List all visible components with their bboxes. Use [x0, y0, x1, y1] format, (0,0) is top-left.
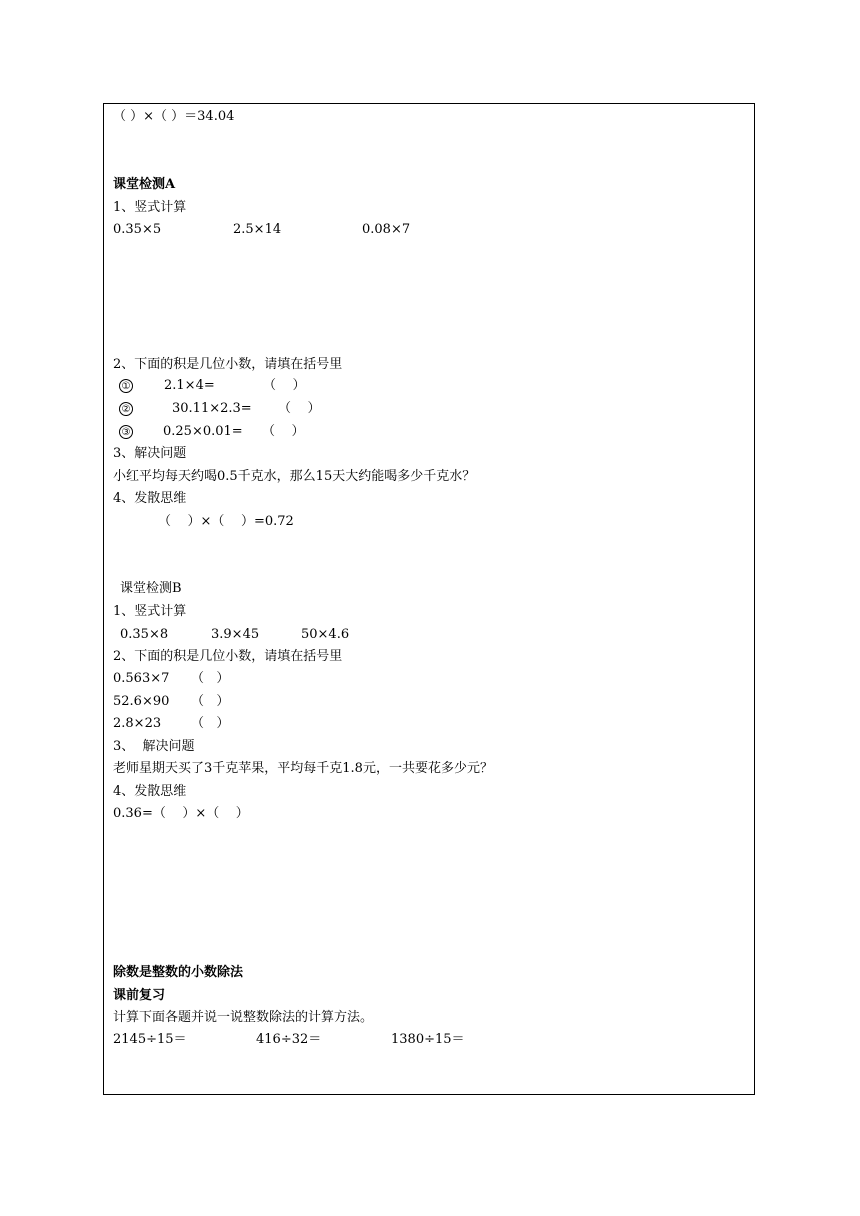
section-c-item: 416÷32＝: [256, 1032, 322, 1047]
section-b-q4-label: 4、发散思维: [113, 784, 187, 799]
section-a-q4-text: （ ）×（ ）=0.72: [158, 514, 294, 529]
section-a-q2-blank: （ ）: [278, 401, 321, 416]
circled-number-2: ②: [119, 402, 133, 416]
section-b-q1-label: 1、竖式计算: [113, 604, 187, 619]
section-b-q2-blank: （ ）: [191, 694, 230, 709]
section-b-q2-expr: 2.8×23: [113, 716, 162, 731]
section-b-q1-item: 3.9×45: [211, 627, 260, 642]
content-frame: [103, 103, 755, 1095]
circled-number-1: ①: [119, 379, 133, 393]
section-b-q2-blank: （ ）: [191, 671, 230, 686]
section-a-q1-label: 1、竖式计算: [113, 200, 187, 215]
top-equation: （ ）×（ ）＝34.04: [113, 109, 235, 124]
section-b-q2-expr: 52.6×90: [113, 694, 170, 709]
section-a-q3-text: 小红平均每天约喝0.5千克水，那么15天大约能喝多少千克水？: [113, 469, 476, 484]
section-b-q3-text: 老师星期天买了3千克苹果，平均每千克1.8元，一共要花多少元？: [113, 761, 493, 776]
section-a-q4-label: 4、发散思维: [113, 491, 187, 506]
section-b-title: 课堂检测B: [120, 581, 182, 596]
circled-number-3: ③: [119, 425, 133, 439]
section-c-instruction: 计算下面各题并说一说整数除法的计算方法。: [113, 1010, 374, 1025]
section-a-q1-item: 0.08×7: [362, 222, 411, 237]
section-a-q2-expr: 30.11×2.3=: [172, 401, 252, 416]
section-b-q4-text: 0.36=（ ）×（ ）: [113, 806, 249, 821]
section-a-q2-label: 2、下面的积是几位小数，请填在括号里: [113, 357, 343, 372]
section-c-item: 1380÷15＝: [391, 1032, 465, 1047]
section-a-title: 课堂检测A: [113, 177, 176, 192]
section-b-q2-expr: 0.563×7: [113, 671, 170, 686]
section-b-q1-item: 0.35×8: [120, 627, 169, 642]
section-b-q2-label: 2、下面的积是几位小数，请填在括号里: [113, 649, 343, 664]
section-c-item: 2145÷15＝: [113, 1032, 187, 1047]
section-a-q2-expr: 2.1×4=: [164, 378, 215, 393]
section-c-subtitle: 课前复习: [113, 988, 166, 1003]
section-a-q1-item: 2.5×14: [233, 222, 282, 237]
section-b-q2-blank: （ ）: [191, 716, 230, 731]
section-b-q1-item: 50×4.6: [301, 627, 350, 642]
section-a-q1-item: 0.35×5: [113, 222, 162, 237]
section-a-q2-expr: 0.25×0.01=: [163, 424, 243, 439]
section-a-q3-label: 3、解决问题: [113, 446, 187, 461]
section-a-q2-blank: （ ）: [263, 378, 306, 393]
section-b-q3-label: 3、 解决问题: [113, 739, 195, 754]
section-c-title: 除数是整数的小数除法: [113, 965, 244, 980]
section-a-q2-blank: （ ）: [262, 424, 305, 439]
